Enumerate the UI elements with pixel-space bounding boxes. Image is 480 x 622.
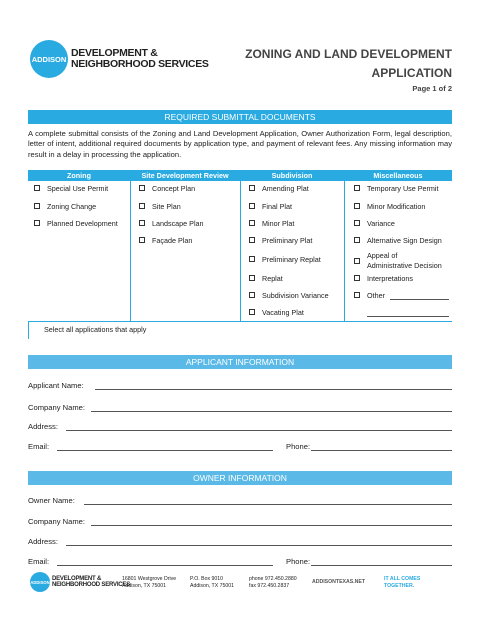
logo-circle [30,40,68,78]
checkbox-temporary-use-permit[interactable] [354,184,439,193]
footer-website[interactable]: ADDISONTEXAS.NET [312,579,366,585]
footer-fax: fax 972.450.2837 [249,582,290,589]
owner-phone-label: Phone: [286,557,311,566]
checkbox-preliminary-replat[interactable] [249,255,321,264]
applicant-phone-label: Phone: [286,442,311,451]
checkbox-minor-plat[interactable] [249,219,294,228]
checkbox-amending-plat[interactable] [249,184,309,193]
col-header-misc: Miscellaneous [373,171,423,180]
option-label: Zoning Change [47,202,97,211]
checkbox-replat[interactable] [249,274,283,283]
checkbox-special-use-permit[interactable] [34,184,108,193]
option-label: Administrative Decision [367,261,442,270]
checkbox-square[interactable] [354,275,360,281]
owner-company-label: Company Name: [28,517,85,526]
checkbox-planned-development[interactable] [34,219,118,228]
checkbox-square[interactable] [34,220,40,226]
footer-po-box: P.O. Box 9010 [190,576,224,582]
footer-address-po [190,576,234,589]
checkbox-preliminary-plat[interactable] [249,236,312,245]
option-label: Minor Plat [262,219,295,228]
checkbox-alternative-sign-design[interactable] [354,236,442,245]
logo-word: ADDISON [31,54,67,64]
col-header-subdivision: Subdivision [271,171,313,180]
checkbox-minor-modification[interactable] [354,202,425,211]
footer-logo-line2: NEIGHBORHOOD SERVICES [52,582,131,588]
checkbox-square[interactable] [139,185,145,191]
checkbox-square[interactable] [354,203,360,209]
option-label: Vacating Plat [262,308,304,317]
option-label: Site Plan [152,202,181,211]
footer-street: 16801 Westgrove Drive [122,576,177,582]
checkbox-variance[interactable] [354,219,395,228]
checkbox-zoning-change[interactable] [34,202,96,211]
logo-text [71,48,209,70]
option-label: Subdivision Variance [262,291,329,300]
checkbox-square[interactable] [139,220,145,226]
checkbox-square[interactable] [139,203,145,209]
table-note: Select all applications that apply [44,325,147,334]
checkbox-square[interactable] [34,203,40,209]
option-label: Temporary Use Permit [367,184,439,193]
footer-slogan [384,576,420,589]
owner-address-label: Address: [28,537,58,546]
logo-line1: DEVELOPMENT & [71,46,158,59]
option-label: Concept Plan [152,184,196,193]
checkbox-appeal[interactable] [354,251,442,271]
col-divider [344,181,345,321]
applicant-name-label: Applicant Name: [28,381,84,390]
checkbox-interpretations[interactable] [354,274,413,283]
owner-email-label: Email: [28,557,50,566]
form-title [245,45,452,95]
option-label: Special Use Permit [47,184,109,193]
checkbox-vacating-plat[interactable] [249,308,304,317]
required-docs-text: A complete submittal consists of the Zoning and Land Development Application, Owner Authorization Form, legal description, letter of intent, additional required documents by application type, and payment of relevant fees. Any missing information may result in a delay in processing the application. [28,129,452,159]
page-indicator: Page 1 of 2 [412,84,452,93]
checkbox-subdivision-variance[interactable] [249,291,329,300]
checkbox-square[interactable] [354,258,360,264]
table-left-edge [28,321,29,339]
footer-logo [30,572,130,592]
option-label: Preliminary Plat [262,236,313,245]
applicant-company-label: Company Name: [28,403,85,412]
option-label: Minor Modification [367,202,426,211]
footer-logo-word: ADDISON [30,579,50,585]
option-label: Appeal of [367,251,398,260]
option-label: Planned Development [47,219,118,228]
option-label: Preliminary Replat [262,255,321,264]
checkbox-square[interactable] [354,237,360,243]
required-docs-heading: REQUIRED SUBMITTAL DOCUMENTS [28,110,452,124]
footer-logo-text [52,576,130,589]
checkbox-square[interactable] [249,220,255,226]
checkbox-facade-plan[interactable] [139,236,192,245]
checkbox-square[interactable] [249,237,255,243]
option-label: Alternative Sign Design [367,236,442,245]
title-line1: ZONING AND LAND DEVELOPMENT [245,47,452,61]
footer-slogan-line1: IT ALL COMES [384,576,421,582]
addison-logo [30,40,209,78]
owner-phone-field[interactable] [311,565,452,566]
col-divider [130,181,131,321]
application-table-header [28,170,452,181]
footer-slogan-line2: TOGETHER. [384,582,415,589]
applicant-info-heading: APPLICANT INFORMATION [28,355,452,369]
col-header-site: Site Development Review [141,171,229,180]
footer-city: Addison, TX 75001 [122,582,167,589]
footer-logo-line1: DEVELOPMENT & [52,575,102,582]
applicant-company-field[interactable] [91,411,452,412]
checkbox-square[interactable] [249,275,255,281]
checkbox-square[interactable] [139,237,145,243]
other-specify-field[interactable] [390,299,449,300]
checkbox-concept-plan[interactable] [139,184,195,193]
checkbox-square[interactable] [249,256,255,262]
owner-info-heading: OWNER INFORMATION [28,471,452,485]
footer-contact [249,576,297,589]
applicant-email-field[interactable] [57,450,273,451]
checkbox-square[interactable] [354,292,360,298]
option-label: Variance [367,219,395,228]
checkbox-square[interactable] [249,292,255,298]
checkbox-square[interactable] [354,220,360,226]
footer-address-street [122,576,176,589]
applicant-name-field[interactable] [95,389,452,390]
option-label: Landscape Plan [152,219,204,228]
option-label: Replat [262,274,283,283]
table-bottom-rule [28,321,452,322]
applicant-address-label: Address: [28,422,58,431]
owner-name-field[interactable] [84,504,452,505]
owner-email-field[interactable] [57,565,273,566]
applicant-email-label: Email: [28,442,50,451]
option-label: Other [367,291,385,300]
col-header-zoning: Zoning [67,171,91,180]
owner-name-label: Owner Name: [28,496,75,505]
option-label: Façade Plan [152,236,193,245]
col-divider [240,181,241,321]
checkbox-other[interactable] [354,291,385,300]
other-specify-field-2[interactable] [367,316,449,317]
logo-line2: NEIGHBORHOOD SERVICES [71,58,209,70]
checkbox-square[interactable] [34,185,40,191]
applicant-address-field[interactable] [66,430,452,431]
footer-phone: phone 972.450.2880 [249,576,297,582]
option-label: Interpretations [367,274,413,283]
checkbox-final-plat[interactable] [249,202,292,211]
option-label: Final Plat [262,202,292,211]
footer-po-city: Addison, TX 75001 [190,582,235,589]
option-label: Amending Plat [262,184,309,193]
owner-company-field[interactable] [91,525,452,526]
checkbox-square[interactable] [249,203,255,209]
checkbox-square[interactable] [249,185,255,191]
checkbox-landscape-plan[interactable] [139,219,204,228]
checkbox-site-plan[interactable] [139,202,181,211]
owner-address-field[interactable] [66,545,452,546]
title-line2: APPLICATION [371,66,452,80]
checkbox-square[interactable] [354,185,360,191]
appeal-label [367,251,442,271]
checkbox-square[interactable] [249,309,255,315]
applicant-phone-field[interactable] [311,450,452,451]
footer-logo-circle [30,572,50,592]
